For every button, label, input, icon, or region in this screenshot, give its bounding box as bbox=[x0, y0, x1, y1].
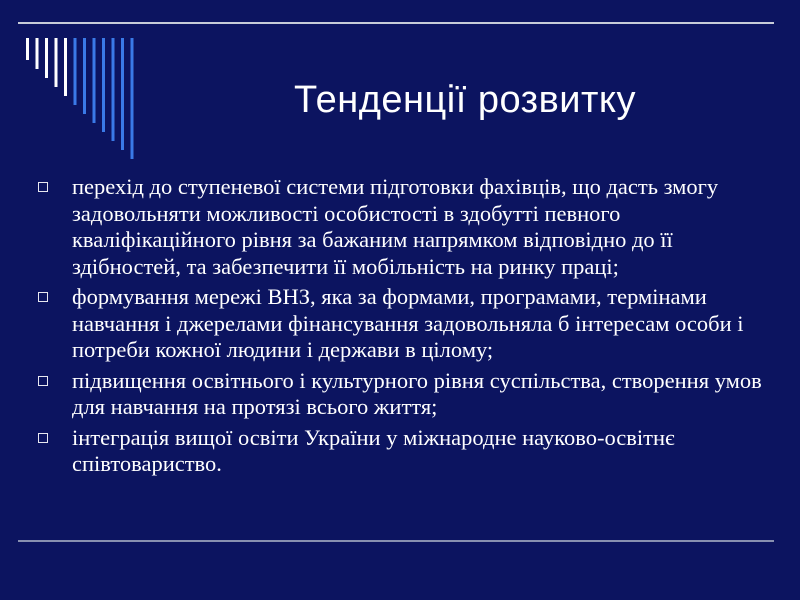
slide-title: Тенденції розвитку bbox=[294, 79, 636, 121]
stripe-bar bbox=[83, 38, 86, 114]
bullet-text: перехід до ступеневої системи підготовки фахівців, що дасть змогу задовольняти можливості особистості в здобутті певного кваліфікаційного рівня за бажаним напрямком відповідно до її здібностей, та забезпечити її мобільність на ринку праці; bbox=[72, 174, 719, 279]
bullet-list bbox=[34, 174, 776, 482]
bullet-item bbox=[34, 368, 776, 421]
stripe-bar bbox=[121, 38, 124, 150]
stripe-bar bbox=[93, 38, 96, 123]
bullet-item bbox=[34, 284, 776, 364]
stripe-bar bbox=[26, 38, 29, 60]
bottom-rule bbox=[18, 540, 774, 542]
stripe-bar bbox=[45, 38, 48, 78]
stripe-bar bbox=[55, 38, 58, 87]
hollow-square-icon bbox=[38, 292, 48, 302]
hollow-square-icon bbox=[38, 376, 48, 386]
hollow-square-icon bbox=[38, 182, 48, 192]
stripe-bar bbox=[102, 38, 105, 132]
bullet-item bbox=[34, 174, 776, 280]
decorative-stripes-icon bbox=[22, 38, 142, 168]
stripe-bar bbox=[64, 38, 67, 96]
bullet-text: інтеграція вищої освіти України у міжнародне науково-освітнє співтовариство. bbox=[72, 424, 675, 476]
stripe-bar bbox=[74, 38, 77, 105]
hollow-square-icon bbox=[38, 433, 48, 443]
bullet-text: підвищення освітнього і культурного рівня суспільства, створення умов для навчання на протязі всього життя; bbox=[72, 367, 762, 419]
stripe-bar bbox=[36, 38, 39, 69]
top-rule bbox=[18, 22, 774, 24]
bullet-text: формування мережі ВНЗ, яка за формами, програмами, термінами навчання і джерелами фінансування задовольняла б інтересам особи і потреби кожної людини і держави в цілому; bbox=[72, 284, 744, 362]
stripe-bar bbox=[131, 38, 134, 159]
stripe-bar bbox=[112, 38, 115, 141]
bullet-item bbox=[34, 425, 776, 478]
